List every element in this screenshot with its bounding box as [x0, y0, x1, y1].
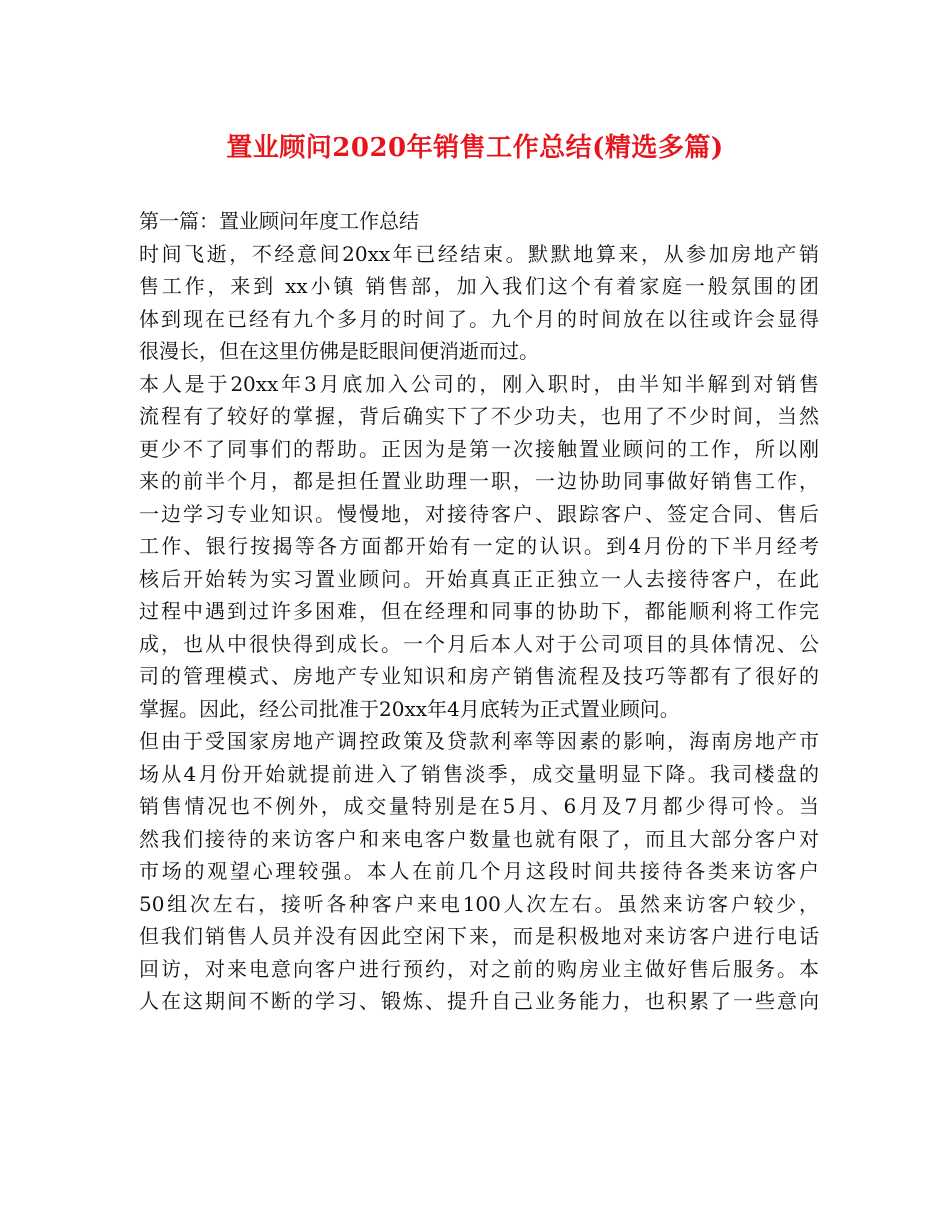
body-line: 时间飞逝，不经意间20xx年已经结束。默默地算来，从参加房地产销 [139, 241, 819, 266]
body-line: 回访，对来电意向客户进行预约，对之前的购房业主做好售后服务。本 [139, 956, 819, 981]
body-line: 一边学习专业知识。慢慢地，对接待客户、跟踪客户、签定合同、售后 [139, 501, 819, 526]
body-line: 掌握。因此，经公司批准于20xx年4月底转为正式置业顾问。 [139, 696, 680, 721]
body-line: 成，也从中很快得到成长。一个月后本人对于公司项目的具体情况、公 [139, 631, 819, 656]
document-title: 置业顾问2020年销售工作总结(精选多篇) [226, 133, 724, 163]
body-line: 很漫长，但在这里仿佛是眨眼间便消逝而过。 [139, 339, 539, 363]
body-line: 体到现在已经有九个多月的时间了。九个月的时间放在以往或许会显得 [139, 306, 819, 331]
body-line: 市场的观望心理较强。本人在前几个月这段时间共接待各类来访客户 [139, 859, 819, 883]
body-line: 更少不了同事们的帮助。正因为是第一次接触置业顾问的工作，所以刚 [139, 436, 819, 461]
body-line: 场从4月份开始就提前进入了销售淡季，成交量明显下降。我司楼盘的 [139, 761, 819, 786]
body-line: 核后开始转为实习置业顾问。开始真真正正独立一人去接待客户，在此 [139, 566, 819, 591]
body-line: 本人是于20xx年3月底加入公司的，刚入职时，由半知半解到对销售 [139, 371, 819, 396]
body-line: 过程中遇到过许多困难，但在经理和同事的协助下，都能顺利将工作完 [139, 599, 819, 623]
body-line: 但我们销售人员并没有因此空闲下来，而是积极地对来访客户进行电话 [139, 924, 819, 948]
body-line: 但由于受国家房地产调控政策及贷款利率等因素的影响，海南房地产市 [139, 729, 819, 753]
body-line: 售工作，来到 xx小镇 销售部，加入我们这个有着家庭一般氛围的团 [139, 274, 819, 298]
body-line: 司的管理模式、房地产专业知识和房产销售流程及技巧等都有了很好的 [139, 664, 819, 688]
body-line: 人在这期间不断的学习、锻炼、提升自己业务能力，也积累了一些意向 [139, 989, 819, 1013]
document-body [139, 205, 819, 1018]
body-line: 工作、银行按揭等各方面都开始有一定的认识。到4月份的下半月经考 [139, 534, 819, 558]
body-line: 第一篇：置业顾问年度工作总结 [139, 209, 419, 233]
body-line: 然我们接待的来访客户和来电客户数量也就有限了，而且大部分客户对 [139, 826, 819, 851]
body-line: 来的前半个月，都是担任置业助理一职，一边协助同事做好销售工作， [139, 469, 819, 493]
body-line: 流程有了较好的掌握，背后确实下了不少功夫，也用了不少时间，当然 [139, 404, 819, 428]
body-line: 销售情况也不例外，成交量特别是在5月、6月及7月都少得可怜。当 [139, 794, 819, 818]
body-line: 50组次左右，接听各种客户来电100人次左右。虽然来访客户较少， [139, 891, 819, 916]
